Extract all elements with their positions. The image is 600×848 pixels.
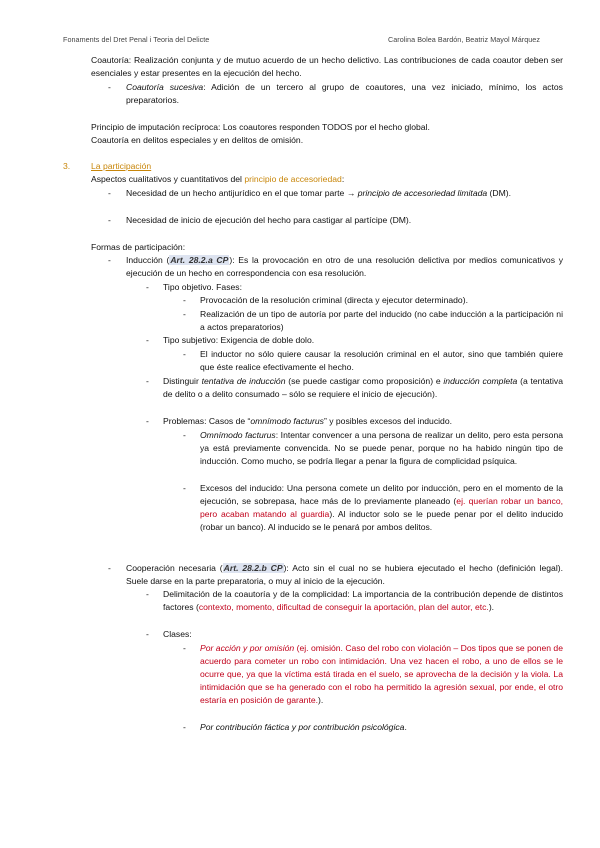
bullet-dash: - [183, 430, 186, 440]
bullet-dash: - [108, 82, 111, 92]
coautoria-paragraph: Coautoría: Realización conjunta y de mutuo acuerdo de un hecho delictivo. Las contribuciones de cada coautor deben ser esenciales y estar presentes en la ejecución del hecho. [91, 55, 563, 78]
cooperacion-definition: Cooperación necesaria (Art. 28.2.b CP): Acto sin el cual no se hubiera ejecutado el hecho (definición legal). Suele darse en la parte preparatoria, o muy al inicio de la ejecución. [126, 563, 563, 586]
distinguir-tentativa: Distinguir tentativa de inducción (se puede castigar como proposición) e inducción completa (a tentativa de delito o a delito consumado – sólo se requiere el inicio de ejecución). [163, 376, 563, 399]
section-title: La participación [91, 161, 152, 171]
bullet-dash: - [146, 376, 149, 386]
principio-imputacion: Principio de imputación recíproca: Los coautores responden TODOS por el hecho global. [91, 122, 430, 132]
bullet-dash: - [108, 255, 111, 265]
induccion-definition: Inducción (Art. 28.2.a CP): Es la provocación en otro de una resolución delictiva por medios comunicativos y ejecución de un hecho en correspondencia con esa resolución. [126, 255, 563, 278]
delimitacion: Delimitación de la coautoría y de la complicidad: La importancia de la contribución depende de distintos factores (contexto, momento, dificultad de conseguir la aportación, plan del autor, etc.). [163, 589, 563, 612]
doble-dolo: El inductor no sólo quiere causar la resolución criminal en el autor, sino que también quiere que éste realice efectivamente el hecho. [200, 349, 563, 372]
bullet-dash: - [183, 309, 186, 319]
fase-1: Provocación de la resolución criminal (directa y ejecutor determinado). [200, 295, 468, 305]
tipo-objetivo: Tipo objetivo. Fases: [163, 282, 242, 292]
bullet-dash: - [146, 282, 149, 292]
omnimodo-facturus: Omnímodo facturus: Intentar convencer a una persona de realizar un delito, pero esta persona ya está previamente convencida. No se puede penar, porque no ha habido ningún tipo de inducción. Como mucho, se podría llegar a penar la figura de complicidad psíquica. [200, 430, 564, 466]
header-right: Carolina Bolea Bardón, Beatriz Mayol Márquez [387, 35, 540, 44]
tipo-subjetivo: Tipo subjetivo: Exigencia de doble dolo. [163, 335, 315, 345]
problemas: Problemas: Casos de “omnímodo facturus” y posibles excesos del inducido. [163, 416, 452, 426]
bullet-dash: - [183, 722, 186, 732]
header-left: Fonaments del Dret Penal i Teoria del Delicte [63, 35, 210, 44]
bullet-dash: - [183, 643, 186, 653]
aspectos-heading: Aspectos cualitativos y cuantitativos del principio de accesoriedad: [91, 174, 345, 184]
bullet-dash: - [183, 483, 186, 493]
bullet-dash: - [108, 215, 111, 225]
bullet-dash: - [146, 335, 149, 345]
coautoria-delitos: Coautoría en delitos especiales y en delitos de omisión. [91, 135, 304, 145]
section-number: 3. [63, 161, 71, 171]
bullet-dash: - [108, 188, 111, 198]
excesos-inducido: Excesos del inducido: Una persona comete un delito por inducción, pero en el momento de la ejecución, se sobrepasa, hace más de lo previamente planeado (ej. querían robar un banco, pero acaban matando al guardia). Al inductor solo se le puede penar por el delito inducido (robar un banco). Al inducido se le penará por ambos delitos. [200, 483, 563, 532]
formas-heading: Formas de participación: [91, 242, 186, 252]
bullet-dash: - [146, 629, 149, 639]
aspecto-2: Necesidad de inicio de ejecución del hecho para castigar al partícipe (DM). [126, 215, 412, 225]
article-reference: Art. 28.2.a CP [170, 255, 229, 265]
bullet-dash: - [146, 589, 149, 599]
article-reference: Art. 28.2.b CP [223, 563, 283, 573]
clase-factica-psicologica: Por contribución fáctica y por contribución psicológica. [200, 722, 407, 732]
aspecto-1: Necesidad de un hecho antijurídico en el que tomar parte → principio de accesoriedad limitada (DM). [126, 188, 512, 198]
clase-accion-omision: Por acción y por omisión (ej. omisión. Caso del robo con violación – Dos tipos que se ponen de acuerdo para cometer un robo con intimidación. Una vez hacen el robo, a uno de ellos se le ocurre que, ya que la víctima está tirada en el suelo, se aprovecha de la decisión y la viola. La intimidación que se ha generado con el robo ha permitido la agresión sexual, por ende, el otro estaría en posición de garante.). [200, 643, 563, 705]
bullet-dash: - [146, 416, 149, 426]
clases-heading: Clases: [163, 629, 192, 639]
bullet-dash: - [183, 295, 186, 305]
bullet-dash: - [108, 563, 111, 573]
fase-2: Realización de un tipo de autoría por parte del inducido (no cabe inducción a la participación ni a actos preparatorios) [200, 309, 563, 332]
coautoria-sucesiva: Coautoría sucesiva: Adición de un tercero al grupo de coautores, una vez iniciado, mínimo, los actos preparatorios. [126, 82, 563, 105]
bullet-dash: - [183, 349, 186, 359]
